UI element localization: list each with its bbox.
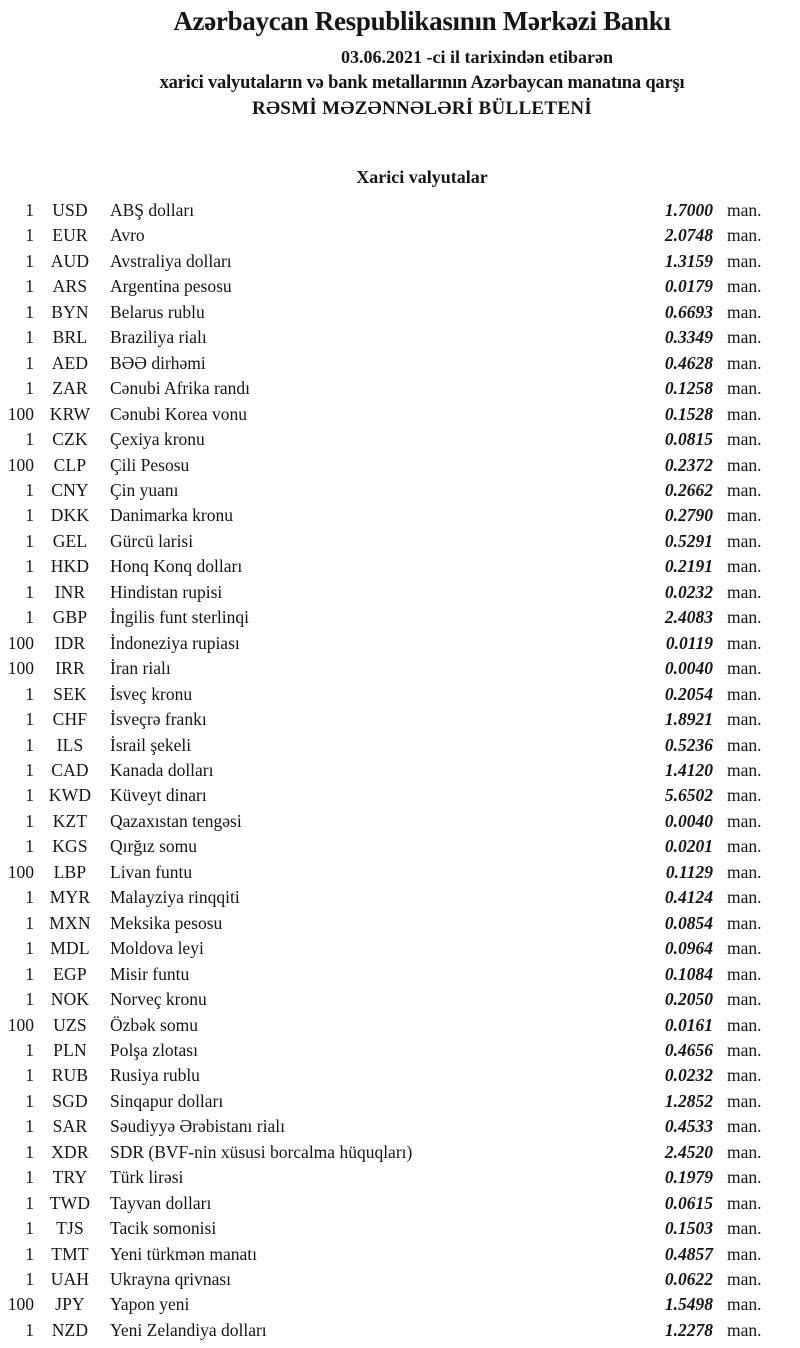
currency-code-cell: SGD <box>52 1090 88 1111</box>
rate-cell: 0.4656 <box>664 1039 713 1060</box>
currency-code-cell: CNY <box>51 479 89 500</box>
rate-cell: 0.2662 <box>664 479 713 500</box>
table-row <box>0 478 767 503</box>
currency-code-cell: UAH <box>50 1269 90 1290</box>
currency-name-cell: Özbək somu <box>110 1014 198 1035</box>
rate-cell: 0.4124 <box>664 887 713 908</box>
unit-cell: man. <box>727 1167 762 1188</box>
currency-code-cell: ILS <box>56 734 84 755</box>
unit-cell: man. <box>727 200 762 220</box>
currency-name-cell: İran rialı <box>110 658 171 679</box>
currency-name-cell: Meksika pesosu <box>110 912 223 933</box>
currency-code-cell: IRR <box>55 658 85 679</box>
unit-cell: man. <box>727 454 762 475</box>
rate-cell: 0.0040 <box>664 810 713 831</box>
rate-cell: 0.2372 <box>664 454 713 475</box>
rate-cell: 0.2054 <box>664 683 713 704</box>
table-row <box>0 860 767 885</box>
table-row <box>0 911 767 936</box>
rate-cell: 0.2790 <box>664 505 713 526</box>
table-row <box>0 503 767 528</box>
qty-cell: 1 <box>25 836 34 857</box>
currency-name-cell: Qazaxıstan tengəsi <box>110 810 242 831</box>
rate-cell: 0.4533 <box>664 1116 713 1137</box>
currency-code-cell: MXN <box>49 912 91 933</box>
unit-cell: man. <box>727 963 762 984</box>
table-row <box>0 1216 767 1241</box>
unit-cell: man. <box>727 1192 762 1213</box>
table-row <box>0 936 767 961</box>
currency-code-cell: KZT <box>52 810 88 831</box>
currency-code-cell: UZS <box>53 1014 87 1035</box>
table-row <box>0 682 767 707</box>
currency-code-cell: EUR <box>52 225 88 246</box>
table-row <box>0 580 767 605</box>
currency-name-cell: Danimarka kronu <box>110 505 233 526</box>
qty-cell: 1 <box>25 785 34 806</box>
unit-cell: man. <box>727 632 762 653</box>
rate-cell: 1.3159 <box>664 250 713 271</box>
currency-name-cell: Yapon yeni <box>110 1294 190 1315</box>
table-row <box>0 198 767 223</box>
qty-cell: 100 <box>7 1014 34 1035</box>
table-row <box>0 300 767 325</box>
unit-cell: man. <box>727 709 762 730</box>
currency-code-cell: HKD <box>50 556 90 577</box>
currency-name-cell: Gürcü larisi <box>110 530 194 551</box>
currency-code-cell: DKK <box>50 505 90 526</box>
rate-cell: 0.1129 <box>665 861 713 882</box>
table-row <box>0 1165 767 1190</box>
currency-code-cell: AUD <box>50 250 90 271</box>
currency-code-cell: TWD <box>49 1192 91 1213</box>
currency-code-cell: IDR <box>54 632 86 653</box>
qty-cell: 100 <box>7 658 34 679</box>
currency-name-cell: Moldova leyi <box>110 938 204 959</box>
currency-code-cell: JPY <box>55 1294 85 1315</box>
currency-name-cell: Yeni Zelandiya dolları <box>110 1319 267 1340</box>
qty-cell: 1 <box>25 1218 34 1239</box>
qty-cell: 1 <box>25 200 34 220</box>
unit-cell: man. <box>727 1141 762 1162</box>
table-row <box>0 1267 767 1292</box>
currency-name-cell: Çili Pesosu <box>110 454 190 475</box>
table-row <box>0 834 767 859</box>
qty-cell: 1 <box>25 810 34 831</box>
unit-cell: man. <box>727 225 762 246</box>
currency-name-cell: ABŞ dolları <box>110 200 195 220</box>
currency-name-cell: Sinqapur dolları <box>110 1090 224 1111</box>
currency-code-cell: CZK <box>52 429 88 450</box>
currency-code-cell: ZAR <box>52 378 88 399</box>
currency-name-cell: Yeni türkmən manatı <box>110 1243 257 1264</box>
qty-cell: 100 <box>7 1294 34 1315</box>
table-row <box>0 223 767 248</box>
rate-cell: 0.0815 <box>664 429 713 450</box>
table-row <box>0 1242 767 1267</box>
qty-cell: 1 <box>25 505 34 526</box>
currency-name-cell: Səudiyyə Ərəbistanı rialı <box>110 1116 285 1137</box>
qty-cell: 1 <box>25 709 34 730</box>
qty-cell: 100 <box>7 403 34 424</box>
rate-cell: 0.0201 <box>664 836 713 857</box>
currency-name-cell: Misir funtu <box>110 963 190 984</box>
qty-cell: 1 <box>25 378 34 399</box>
currency-name-cell: Honq Konq dolları <box>110 556 243 577</box>
qty-cell: 1 <box>25 1167 34 1188</box>
currency-name-cell: BƏƏ dirhəmi <box>110 352 206 373</box>
currency-code-cell: SAR <box>52 1116 88 1137</box>
unit-cell: man. <box>727 581 762 602</box>
qty-cell: 1 <box>25 938 34 959</box>
rate-cell: 0.0161 <box>664 1014 713 1035</box>
currency-name-cell: Türk lirəsi <box>110 1167 184 1188</box>
rate-cell: 0.1528 <box>664 403 713 424</box>
currency-name-cell: Çin yuanı <box>110 479 179 500</box>
currency-name-cell: Cənubi Korea vonu <box>110 403 248 424</box>
rate-cell: 1.8921 <box>664 709 713 730</box>
table-row <box>0 631 767 656</box>
table-row <box>0 987 767 1012</box>
unit-cell: man. <box>727 1243 762 1264</box>
currency-name-cell: Livan funtu <box>110 861 193 882</box>
unit-cell: man. <box>727 556 762 577</box>
currency-name-cell: Tayvan dolları <box>110 1192 212 1213</box>
currency-name-cell: Ukrayna qrivnası <box>110 1269 232 1290</box>
unit-cell: man. <box>727 1269 762 1290</box>
unit-cell: man. <box>727 658 762 679</box>
currency-code-cell: INR <box>54 581 86 602</box>
table-row <box>0 1140 767 1165</box>
currency-code-cell: TRY <box>52 1167 88 1188</box>
currency-code-cell: SEK <box>53 683 87 704</box>
rate-cell: 0.1503 <box>664 1218 713 1239</box>
qty-cell: 1 <box>25 250 34 271</box>
rate-cell: 0.0615 <box>664 1192 713 1213</box>
bulletin-subtitle: xarici valyutaların və bank metallarının Azərbaycan manatına qarşı <box>159 73 685 93</box>
qty-cell: 1 <box>25 1065 34 1086</box>
table-row <box>0 249 767 274</box>
qty-cell: 100 <box>7 861 34 882</box>
unit-cell: man. <box>727 530 762 551</box>
currency-name-cell: İngilis funt sterlinqi <box>110 607 250 628</box>
rate-cell: 0.0964 <box>664 938 713 959</box>
qty-cell: 1 <box>25 1243 34 1264</box>
currency-code-cell: CLP <box>53 454 87 475</box>
unit-cell: man. <box>727 1014 762 1035</box>
qty-cell: 1 <box>25 1039 34 1060</box>
currency-code-cell: KWD <box>48 785 92 806</box>
unit-cell: man. <box>727 1090 762 1111</box>
qty-cell: 1 <box>25 1192 34 1213</box>
rate-cell: 0.0040 <box>664 658 713 679</box>
rate-cell: 1.7000 <box>664 200 713 220</box>
qty-cell: 1 <box>25 225 34 246</box>
rate-cell: 2.0748 <box>664 225 713 246</box>
table-row <box>0 1191 767 1216</box>
currency-name-cell: Malayziya rinqqiti <box>110 887 240 908</box>
table-row <box>0 274 767 299</box>
unit-cell: man. <box>727 759 762 780</box>
qty-cell: 1 <box>25 301 34 322</box>
currency-code-cell: GBP <box>52 607 88 628</box>
currency-code-cell: MDL <box>50 938 90 959</box>
effective-date-line: 03.06.2021 -ci il tarixindən etibarən <box>341 47 613 67</box>
currency-name-cell: Braziliya rialı <box>110 327 207 348</box>
unit-cell: man. <box>727 429 762 450</box>
unit-cell: man. <box>727 479 762 500</box>
unit-cell: man. <box>727 887 762 908</box>
currency-code-cell: RUB <box>51 1065 89 1086</box>
qty-cell: 1 <box>25 327 34 348</box>
currency-name-cell: Avro <box>110 225 145 246</box>
currency-name-cell: Kanada dolları <box>110 759 214 780</box>
qty-cell: 1 <box>25 963 34 984</box>
table-row <box>0 427 767 452</box>
unit-cell: man. <box>727 1116 762 1137</box>
qty-cell: 1 <box>25 556 34 577</box>
currency-name-cell: Argentina pesosu <box>110 276 232 297</box>
currency-name-cell: Hindistan rupisi <box>110 581 223 602</box>
currency-code-cell: EGP <box>53 963 87 984</box>
currency-name-cell: İsveçrə frankı <box>110 709 207 730</box>
unit-cell: man. <box>727 734 762 755</box>
rate-cell: 0.6693 <box>664 301 713 322</box>
qty-cell: 1 <box>25 1319 34 1340</box>
rate-cell: 0.1258 <box>664 378 713 399</box>
qty-cell: 1 <box>25 759 34 780</box>
unit-cell: man. <box>727 250 762 271</box>
unit-cell: man. <box>727 403 762 424</box>
qty-cell: 1 <box>25 1269 34 1290</box>
table-row <box>0 351 767 376</box>
table-row <box>0 1013 767 1038</box>
rate-cell: 0.4857 <box>664 1243 713 1264</box>
qty-cell: 1 <box>25 530 34 551</box>
qty-cell: 1 <box>25 683 34 704</box>
currency-name-cell: Avstraliya dolları <box>110 250 232 271</box>
currency-code-cell: PLN <box>53 1039 87 1060</box>
unit-cell: man. <box>727 327 762 348</box>
currency-name-cell: SDR (BVF-nin xüsusi borcalma hüquqları) <box>110 1141 413 1162</box>
unit-cell: man. <box>727 276 762 297</box>
rate-cell: 0.2191 <box>664 556 713 577</box>
table-row <box>0 1089 767 1114</box>
qty-cell: 1 <box>25 276 34 297</box>
currency-name-cell: Küveyt dinarı <box>110 785 207 806</box>
table-row <box>0 554 767 579</box>
currency-name-cell: Belarus rublu <box>110 301 205 322</box>
bulletin-header <box>0 4 800 122</box>
rate-cell: 0.0179 <box>664 276 713 297</box>
rate-cell: 1.2278 <box>664 1319 713 1340</box>
table-row <box>0 1318 767 1343</box>
rate-cell: 0.2050 <box>664 989 713 1010</box>
table-row <box>0 325 767 350</box>
currency-code-cell: TMT <box>51 1243 89 1264</box>
rate-cell: 0.3349 <box>664 327 713 348</box>
qty-cell: 1 <box>25 479 34 500</box>
currency-code-cell: KGS <box>52 836 88 857</box>
rate-cell: 0.5236 <box>664 734 713 755</box>
table-row <box>0 656 767 681</box>
unit-cell: man. <box>727 785 762 806</box>
rate-cell: 1.2852 <box>664 1090 713 1111</box>
unit-cell: man. <box>727 1218 762 1239</box>
table-row <box>0 453 767 478</box>
currency-code-cell: USD <box>52 200 88 220</box>
qty-cell: 1 <box>25 607 34 628</box>
rate-cell: 1.5498 <box>664 1294 713 1315</box>
section-title-foreign-currencies: Xarici valyutalar <box>356 167 488 187</box>
currency-code-cell: AED <box>51 352 89 373</box>
currency-name-cell: Tacik somonisi <box>110 1218 217 1239</box>
qty-cell: 1 <box>25 734 34 755</box>
table-row <box>0 1038 767 1063</box>
currency-name-cell: İndoneziya rupiası <box>110 632 240 653</box>
currency-code-cell: BYN <box>51 301 89 322</box>
currency-code-cell: BRL <box>52 327 88 348</box>
rate-cell: 0.0622 <box>664 1269 713 1290</box>
currency-code-cell: MYR <box>49 887 91 908</box>
unit-cell: man. <box>727 301 762 322</box>
unit-cell: man. <box>727 1319 762 1340</box>
rate-cell: 0.0232 <box>664 581 713 602</box>
qty-cell: 1 <box>25 1141 34 1162</box>
unit-cell: man. <box>727 378 762 399</box>
rate-cell: 0.4628 <box>664 352 713 373</box>
currency-name-cell: İsrail şekeli <box>110 734 192 755</box>
bank-name-title: Azərbaycan Respublikasının Mərkəzi Bankı <box>173 6 671 36</box>
qty-cell: 1 <box>25 352 34 373</box>
qty-cell: 100 <box>7 632 34 653</box>
rates-table <box>0 198 800 1343</box>
currency-code-cell: CAD <box>51 759 89 780</box>
table-row <box>0 529 767 554</box>
table-row <box>0 402 767 427</box>
qty-cell: 1 <box>25 912 34 933</box>
table-row <box>0 758 767 783</box>
currency-code-cell: ARS <box>52 276 88 297</box>
unit-cell: man. <box>727 1065 762 1086</box>
qty-cell: 1 <box>25 581 34 602</box>
unit-cell: man. <box>727 352 762 373</box>
currency-code-cell: KRW <box>49 403 91 424</box>
qty-cell: 1 <box>25 989 34 1010</box>
table-row <box>0 733 767 758</box>
table-row <box>0 1063 767 1088</box>
table-row <box>0 1114 767 1139</box>
unit-cell: man. <box>727 938 762 959</box>
currency-name-cell: Çexiya kronu <box>110 429 205 450</box>
table-row <box>0 605 767 630</box>
rate-cell: 0.0854 <box>664 912 713 933</box>
unit-cell: man. <box>727 1294 762 1315</box>
currency-code-cell: NOK <box>50 989 90 1010</box>
unit-cell: man. <box>727 810 762 831</box>
rate-cell: 0.0119 <box>665 632 713 653</box>
currency-name-cell: Rusiya rublu <box>110 1065 200 1086</box>
currency-code-cell: LBP <box>53 861 87 882</box>
currency-code-cell: XDR <box>51 1141 89 1162</box>
currency-name-cell: Cənubi Afrika randı <box>110 378 250 399</box>
currency-code-cell: GEL <box>52 530 88 551</box>
table-row <box>0 962 767 987</box>
unit-cell: man. <box>727 1039 762 1060</box>
currency-code-cell: NZD <box>51 1319 89 1340</box>
rate-cell: 0.0232 <box>664 1065 713 1086</box>
rate-cell: 0.1979 <box>664 1167 713 1188</box>
rate-cell: 0.5291 <box>664 530 713 551</box>
table-row <box>0 885 767 910</box>
table-row <box>0 809 767 834</box>
currency-name-cell: Polşa zlotası <box>110 1039 198 1060</box>
rate-cell: 2.4083 <box>664 607 713 628</box>
qty-cell: 1 <box>25 1090 34 1111</box>
table-row <box>0 376 767 401</box>
unit-cell: man. <box>727 989 762 1010</box>
currency-name-cell: İsveç kronu <box>110 683 193 704</box>
unit-cell: man. <box>727 505 762 526</box>
unit-cell: man. <box>727 912 762 933</box>
qty-cell: 100 <box>7 454 34 475</box>
unit-cell: man. <box>727 607 762 628</box>
currency-code-cell: TJS <box>56 1218 84 1239</box>
rate-cell: 5.6502 <box>664 785 713 806</box>
rate-cell: 1.4120 <box>664 759 713 780</box>
qty-cell: 1 <box>25 887 34 908</box>
unit-cell: man. <box>727 836 762 857</box>
currency-name-cell: Qırğız somu <box>110 836 198 857</box>
currency-code-cell: CHF <box>52 709 88 730</box>
unit-cell: man. <box>727 683 762 704</box>
qty-cell: 1 <box>25 1116 34 1137</box>
table-row <box>0 707 767 732</box>
table-row <box>0 783 767 808</box>
qty-cell: 1 <box>25 429 34 450</box>
unit-cell: man. <box>727 861 762 882</box>
table-row <box>0 1292 767 1317</box>
bulletin-title: RƏSMİ MƏZƏNNƏLƏRİ BÜLLETENİ <box>251 98 593 119</box>
rate-cell: 2.4520 <box>664 1141 713 1162</box>
currency-name-cell: Norveç kronu <box>110 989 207 1010</box>
rate-cell: 0.1084 <box>664 963 713 984</box>
